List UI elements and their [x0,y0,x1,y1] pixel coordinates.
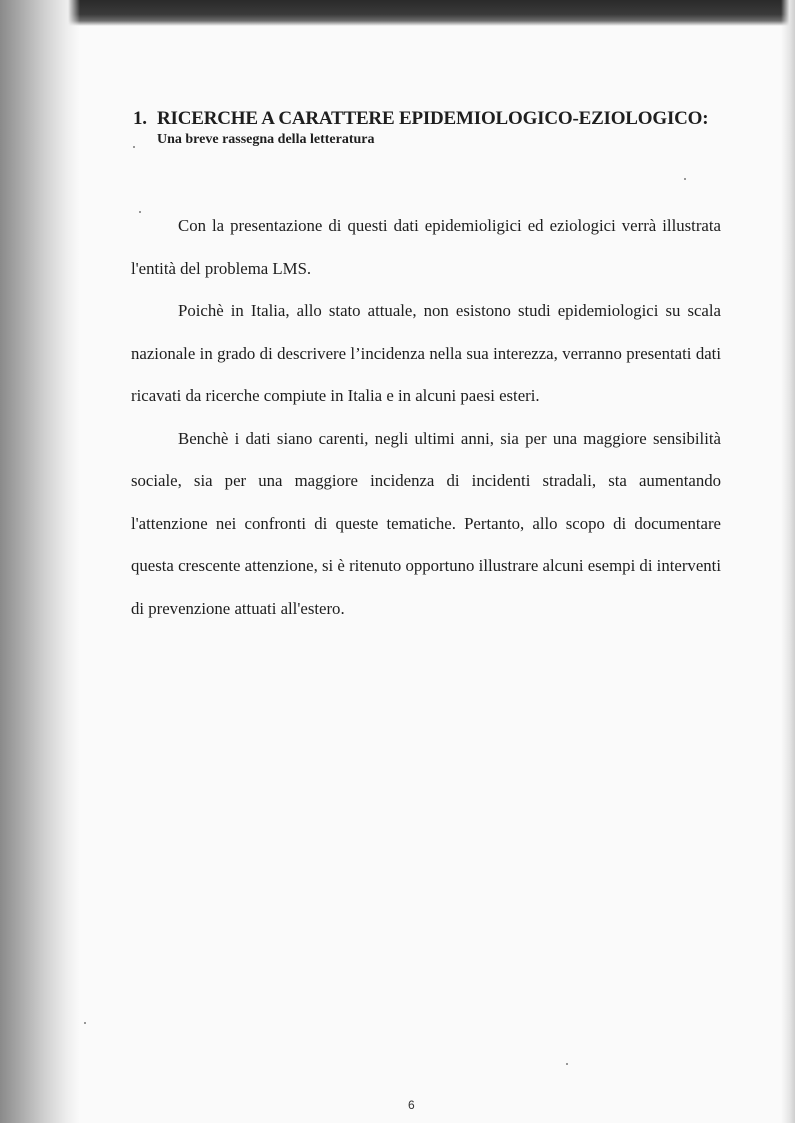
scan-speck [133,146,135,148]
section-subtitle: Una breve rassegna della letteratura [157,132,375,147]
page-number: 6 [408,1098,415,1112]
paragraph: Con la presentazione di questi dati epidemioligici ed eziologici verrà illustrata l'entità del problema LMS. [131,216,721,278]
scan-speck [84,1022,86,1024]
scan-speck [684,178,686,180]
scan-right-edge [781,0,795,1123]
paragraph: Poichè in Italia, allo stato attuale, non esistono studi epidemiologici su scala nazionale in grado di descrivere l’incidenza nella sua interezza, verranno presentati dati ricavati da ricerche compiute in Italia e in alcuni paesi esteri. [131,301,721,405]
section-heading [133,108,733,149]
scan-speck [566,1063,568,1065]
body-text [131,205,721,630]
section-number: 1. [133,108,147,129]
section-title-line [133,108,733,130]
paragraph: Benchè i dati siano carenti, negli ultimi anni, sia per una maggiore sensibilità sociale, sia per una maggiore incidenza di incidenti stradali, sta aumentando l'attenzione nei confronti di queste tematiche. Pertanto, allo scopo di documentare questa crescente attenzione, si è ritenuto opportuno illustrare alcuni esempi di interventi di prevenzione attuati all'estero. [131,428,721,618]
scan-top-edge [0,0,795,26]
scan-speck [139,211,141,213]
section-title: RICERCHE A CARATTERE EPIDEMIOLOGICO-EZIOLOGICO: [157,108,709,129]
scan-binding-shadow [0,0,80,1123]
